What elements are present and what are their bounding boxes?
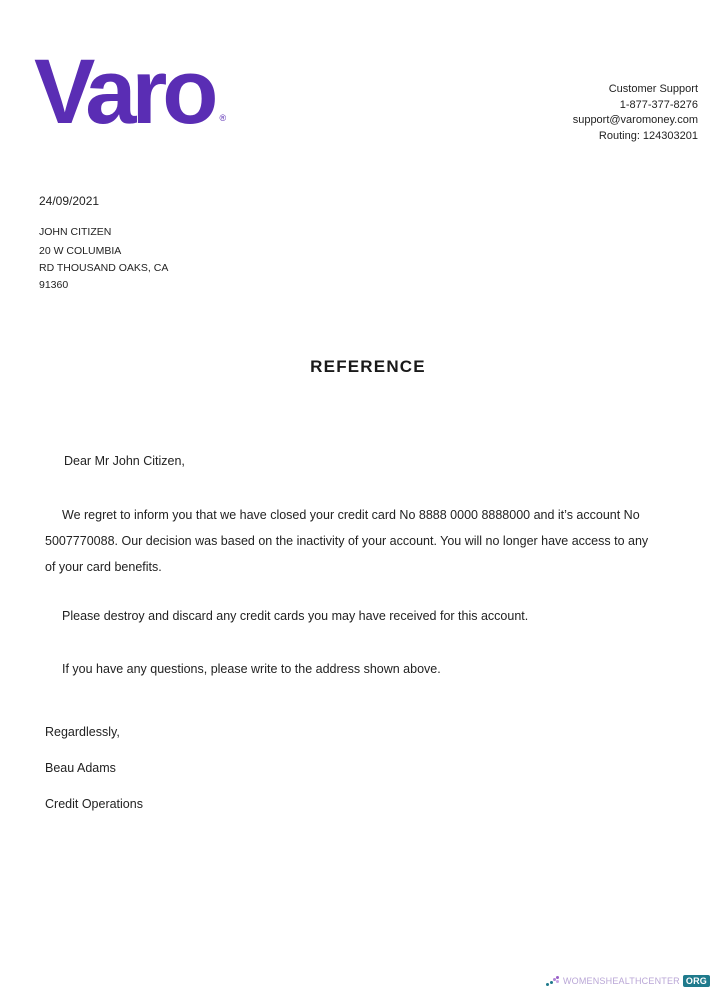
- letter-title: REFERENCE: [310, 357, 426, 376]
- paragraph-line: of your card benefits.: [45, 560, 162, 574]
- contact-routing: Routing: 124303201: [598, 129, 698, 142]
- watermark-dots-icon: [546, 975, 560, 987]
- letter-date: 24/09/2021: [39, 194, 100, 208]
- paragraph-line: 5007770088. Our decision was based on the inactivity of your account. You will no longer have access to any: [45, 534, 649, 548]
- contact-block: [573, 82, 698, 144]
- paragraph-closure-notice: [45, 502, 705, 580]
- signer-name: Beau Adams: [45, 761, 116, 775]
- contact-phone: 1-877-377-8276: [619, 98, 698, 111]
- paragraph-questions: If you have any questions, please write to the address shown above.: [62, 662, 441, 676]
- recipient-address: [39, 224, 168, 294]
- logo-text: Varo: [34, 41, 214, 143]
- watermark: [546, 975, 710, 987]
- address-line-2: RD THOUSAND OAKS, CA: [39, 262, 169, 274]
- contact-label: Customer Support: [608, 83, 698, 95]
- watermark-badge: ORG: [683, 975, 710, 987]
- closing-phrase: Regardlessly,: [45, 725, 120, 739]
- signer-department: Credit Operations: [45, 797, 143, 811]
- watermark-text: WOMENSHEALTHCENTER: [562, 976, 680, 986]
- recipient-name: JOHN CITIZEN: [39, 226, 112, 238]
- address-line-1: 20 W COLUMBIA: [39, 245, 122, 257]
- address-postal-code: 91360: [39, 279, 69, 291]
- signature-block: [45, 714, 143, 822]
- registered-mark: ®: [219, 113, 227, 123]
- varo-logo: [34, 41, 227, 166]
- salutation: Dear Mr John Citizen,: [64, 454, 185, 468]
- paragraph-destroy-cards: Please destroy and discard any credit cards you may have received for this account.: [62, 609, 529, 623]
- contact-email: support@varomoney.com: [572, 114, 698, 126]
- paragraph-line: We regret to inform you that we have closed your credit card No 8888 0000 8888000 and it’s account No: [62, 508, 640, 522]
